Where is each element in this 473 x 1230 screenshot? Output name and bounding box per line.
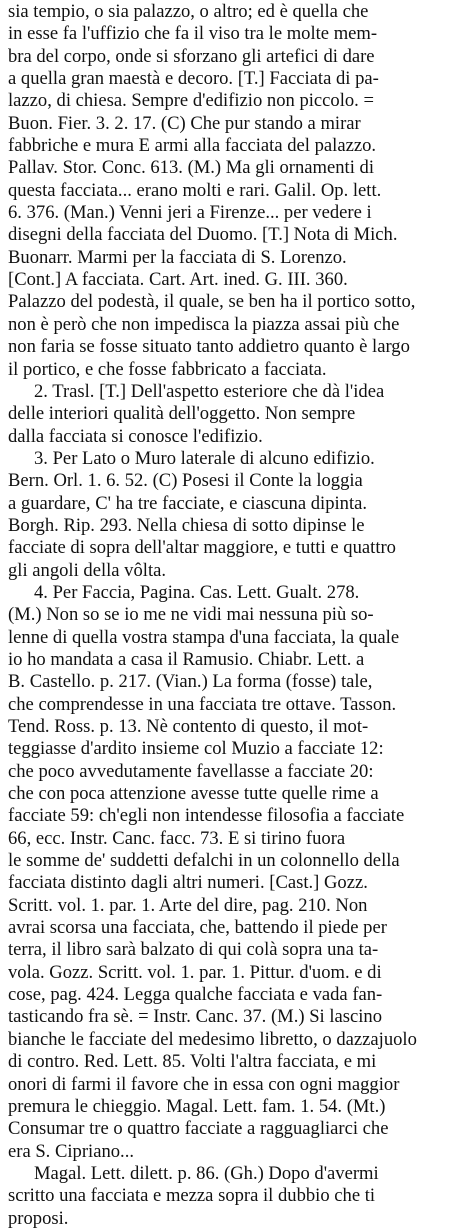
text-line: [Cont.] A facciata. Cart. Art. ined. G. III. 360. <box>8 269 348 291</box>
text-line: Scritt. vol. 1. par. 1. Arte del dire, pag. 210. Non <box>8 894 368 916</box>
text-line: facciate 59: ch'egli non intendesse filosofia a facciate <box>8 805 405 827</box>
text-line: B. Castello. p. 217. (Vian.) La forma (fosse) tale, <box>8 671 373 693</box>
text-line: che comprendesse in una facciata tre ottave. Tasson. <box>8 693 397 715</box>
text-line: Pallav. Stor. Conc. 613. (M.) Ma gli ornamenti di <box>8 157 374 179</box>
text-line: sia tempio, o sia palazzo, o altro; ed è quella che <box>8 1 369 22</box>
text-line: non faria se fosse situato tanto addietro quanto è largo <box>8 336 410 358</box>
text-line: io ho mandata a casa il Ramusio. Chiabr. Lett. a <box>8 648 365 670</box>
text-line: cose, pag. 424. Legga qualche facciata e vada fan- <box>8 984 383 1006</box>
text-line: le somme de' suddetti defalchi in un colonnello della <box>8 850 400 872</box>
text-line: Buon. Fier. 3. 2. 17. (C) Che pur stando a mirar <box>8 112 361 134</box>
text-line: 66, ecc. Instr. Canc. facc. 73. E si tirino fuora <box>8 827 346 849</box>
text-line: Consumar tre o quattro facciate a ragguagliarci che <box>8 1118 389 1140</box>
text-line: che con poca attenzione avesse tutte quelle rime a <box>8 783 379 805</box>
text-line: Tend. Ross. p. 13. Nè contento di questo, il mot- <box>8 716 369 737</box>
text-line: tasticando fra sè. = Instr. Canc. 37. (M.) Si lascino <box>8 1006 383 1028</box>
text-line: scritto una facciata e mezza sopra il dubbio che ti <box>8 1185 376 1207</box>
text-line: vola. Gozz. Scritt. vol. 1. par. 1. Pittur. d'uom. e di <box>8 961 382 983</box>
text-line: bianche le facciate del medesimo libretto, o dazzajuolo <box>8 1028 417 1050</box>
text-line: facciata distinto dagli altri numeri. [Cast.] Gozz. <box>8 872 368 894</box>
text-line: terra, il libro sarà balzato di qui colà sopra una ta- <box>8 939 379 961</box>
text-line: Palazzo del podestà, il quale, se ben ha il portico sotto, <box>8 291 416 313</box>
text-line: questa facciata... erano molti e rari. Galil. Op. lett. <box>8 179 382 201</box>
text-line: Buonarr. Marmi per la facciata di S. Lorenzo. <box>8 246 347 268</box>
text-line: Borgh. Rip. 293. Nella chiesa di sotto dipinse le <box>8 514 365 536</box>
text-line: teggiasse d'ardito insieme col Muzio a facciate 12: <box>8 738 384 760</box>
text-line: dalla facciata si conosce l'edifizio. <box>8 425 263 447</box>
text-line: disegni della facciata del Duomo. [T.] Nota di Mich. <box>8 224 398 246</box>
text-line: proposi. <box>8 1207 69 1229</box>
text-line: Magal. Lett. dilett. p. 86. (Gh.) Dopo d'avermi <box>34 1162 379 1184</box>
text-line: facciate di sopra dell'altar maggiore, e tutti e quattro <box>8 537 396 559</box>
text-line: lenne di quella vostra stampa d'una facciata, la quale <box>8 626 400 648</box>
text-line: era S. Cipriano... <box>8 1140 134 1162</box>
text-line: 6. 376. (Man.) Venni jeri a Firenze... per vedere i <box>8 202 372 224</box>
text-line: avrai scorsa una facciata, che, battendo il piede per <box>8 917 387 939</box>
text-line: bra del corpo, onde si sforzano gli artefici di dare <box>8 45 375 67</box>
text-line: premura le chieggio. Magal. Lett. fam. 1. 54. (Mt.) <box>8 1095 386 1117</box>
text-line: il portico, e che fosse fabbricato a facciata. <box>8 358 327 380</box>
text-line: in esse fa l'uffizio che fa il viso tra le molte mem- <box>8 23 378 45</box>
text-line: a quella gran maestà e decoro. [T.] Facciata di pa- <box>8 68 379 90</box>
text-line: non è però che non impedisca la piazza assai più che <box>8 313 400 335</box>
text-line: lazzo, di chiesa. Sempre d'edifizio non piccolo. = <box>8 90 374 112</box>
text-line: che poco avvedutamente favellasse a facciate 20: <box>8 760 374 782</box>
text-line: Bern. Orl. 1. 6. 52. (C) Posesi il Conte la loggia <box>8 470 363 492</box>
text-line: onori di farmi il favore che in essa con ogni maggior <box>8 1073 400 1095</box>
text-line: 2. Trasl. [T.] Dell'aspetto esteriore che dà l'idea <box>34 380 385 402</box>
text-line: a guardare, C' ha tre facciate, e ciascuna dipinta. <box>8 492 368 514</box>
text-line: di contro. Red. Lett. 85. Volti l'altra facciata, e mi <box>8 1051 377 1073</box>
text-line: fabbriche e mura E armi alla facciata del palazzo. <box>8 135 377 157</box>
text-line: (M.) Non so se io me ne vidi mai nessuna più so- <box>8 604 374 626</box>
text-line: gli angoli della vôlta. <box>8 559 167 581</box>
text-line: 4. Per Faccia, Pagina. Cas. Lett. Gualt. 278. <box>34 581 360 603</box>
text-line: 3. Per Lato o Muro laterale di alcuno edifizio. <box>34 447 375 469</box>
text-line: delle interiori qualità dell'oggetto. Non sempre <box>8 403 356 425</box>
